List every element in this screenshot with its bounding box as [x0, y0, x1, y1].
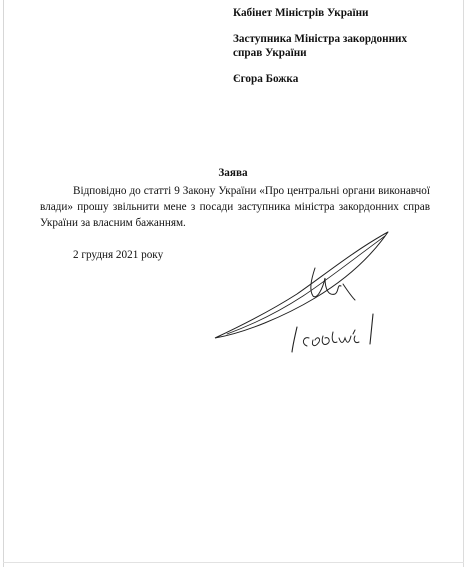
document-title: Заява	[218, 167, 248, 179]
handwritten-signature-icon	[205, 228, 405, 363]
document-body: Відповідно до статті 9 Закону України «Про центральні органи виконавчої влади» прошу звільнити мене з посади заступника міністра закордонних справ України за власним бажанням.	[40, 185, 430, 229]
signature-name-script	[303, 330, 359, 346]
addressee-sender-position-line1: Заступника Міністра закордонних	[233, 33, 408, 45]
addressee-block	[233, 6, 453, 86]
addressee-sender-position-line2: справ України	[233, 47, 307, 59]
addressee-recipient: Кабінет Міністрів України	[233, 7, 369, 19]
signature-name-bracket-left	[292, 327, 297, 352]
document-date: 2 грудня 2021 року	[73, 249, 164, 261]
scan-edge-left	[3, 0, 4, 567]
signature-leaf-stroke	[215, 232, 388, 338]
signature-name-bracket-right	[370, 314, 373, 344]
signature-hook	[343, 284, 355, 300]
scan-edge-right	[463, 0, 464, 567]
signature-leaf-inner	[227, 236, 385, 334]
scan-edge-bottom	[3, 562, 464, 563]
addressee-sender-name: Єгора Божка	[233, 73, 299, 85]
